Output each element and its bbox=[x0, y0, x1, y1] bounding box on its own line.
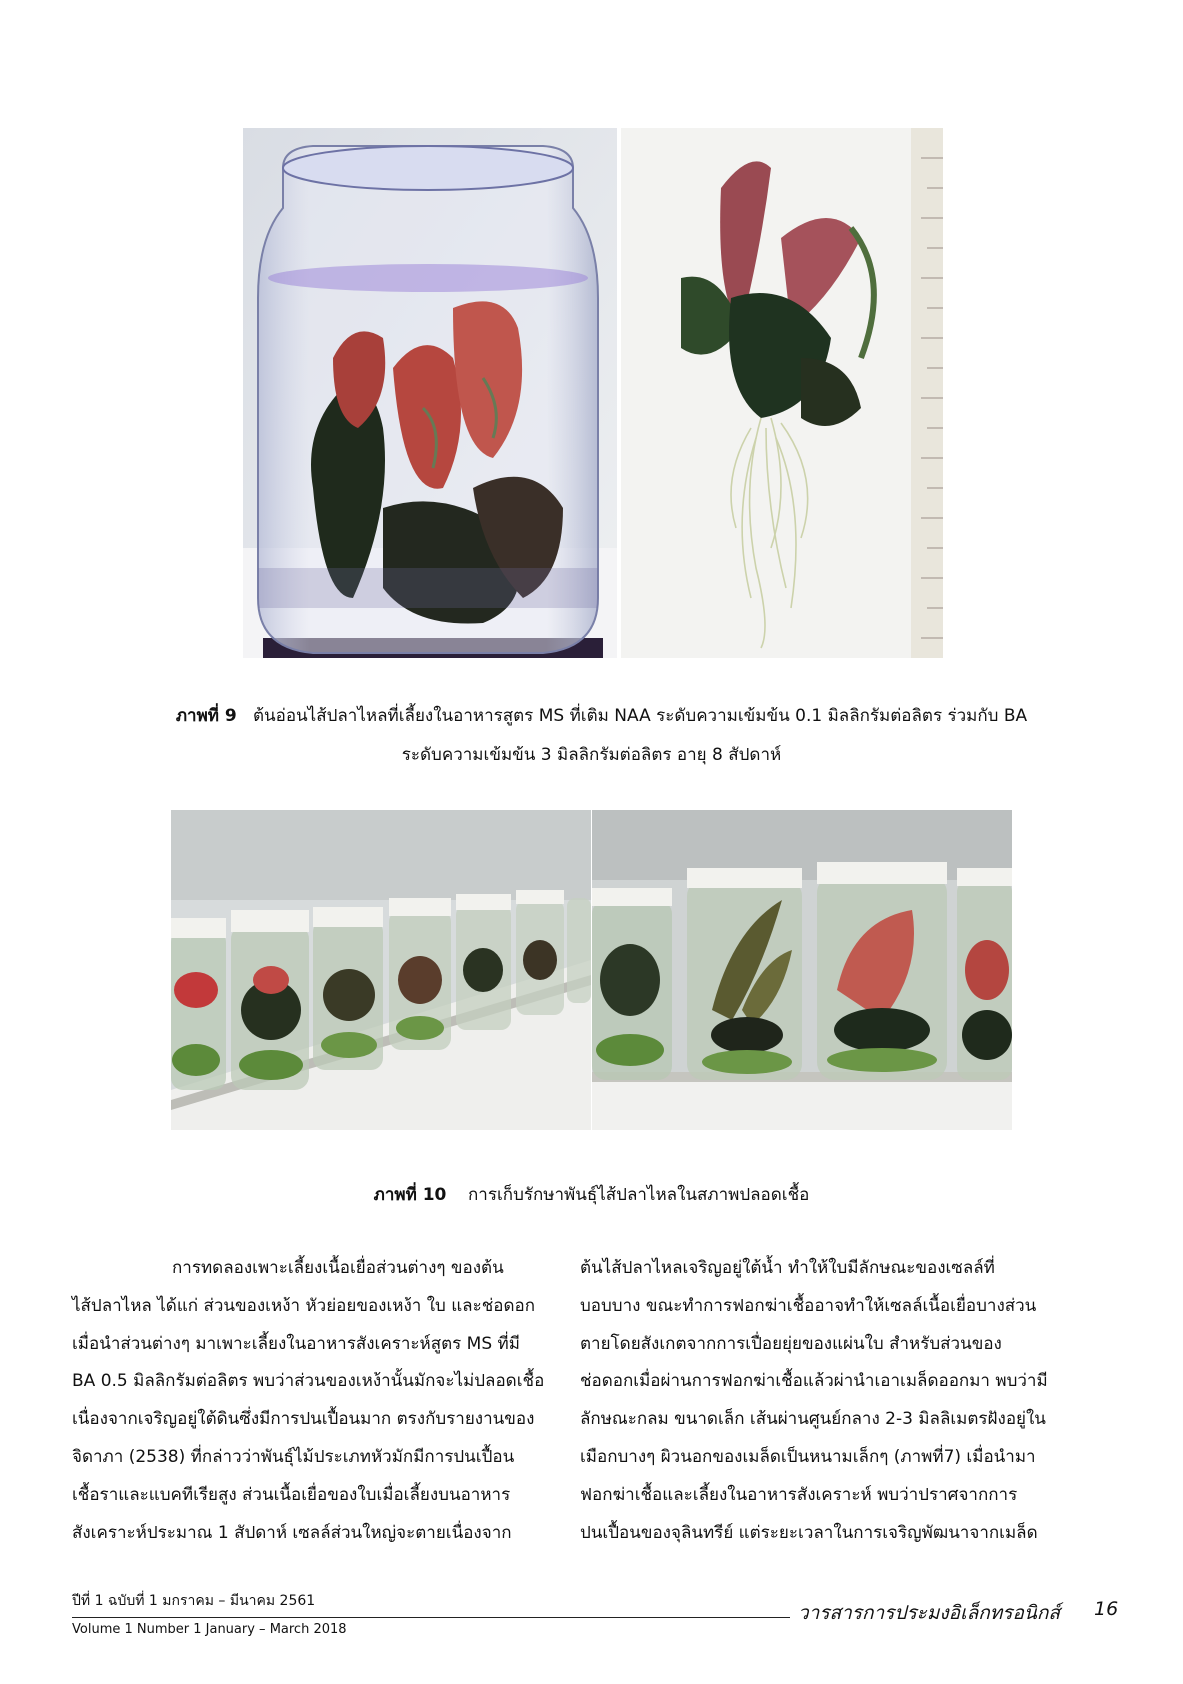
body-column-left bbox=[72, 1250, 545, 1552]
body-left-line: เมื่อนำส่วนต่างๆ มาเพาะเลี้ยงในอาหารสังเคราะห์สูตร MS ที่มี bbox=[72, 1333, 520, 1354]
body-left-line: เชื้อราและแบคทีเรียสูง ส่วนเนื้อเยื่อของใบเมื่อเลี้ยงบนอาหาร bbox=[72, 1484, 511, 1505]
body-column-right bbox=[580, 1250, 1048, 1552]
footer-issue-english: Volume 1 Number 1 January – March 2018 bbox=[72, 1622, 347, 1637]
body-left-line: สังเคราะห์ประมาณ 1 สัปดาห์ เซลล์ส่วนใหญ่จะตายเนื่องจาก bbox=[72, 1522, 512, 1543]
figure9-caption bbox=[0, 697, 1183, 775]
footer-rule bbox=[72, 1617, 790, 1618]
figure9-jar-photo bbox=[243, 128, 617, 658]
body-left-line: การทดลองเพาะเลี้ยงเนื้อเยื่อส่วนต่างๆ ของต้น bbox=[172, 1258, 504, 1278]
body-right-line: ตายโดยสังเกตจากการเปื่อยยุ่ยของแผ่นใบ สำหรับส่วนของ bbox=[580, 1333, 1002, 1354]
body-right-line: ปนเปื้อนของจุลินทรีย์ แต่ระยะเวลาในการเจริญพัฒนาจากเมล็ด bbox=[580, 1522, 1038, 1543]
figure9-caption-text1: ต้นอ่อนไส้ปลาไหลที่เลี้ยงในอาหารสูตร MS ที่เติม NAA ระดับความเข้มข้น 0.1 มิลลิกรัมต่อลิตร ร่วมกับ BA bbox=[252, 706, 1028, 726]
page-number: 16 bbox=[1094, 1598, 1119, 1620]
footer-issue-thai: ปีที่ 1 ฉบับที่ 1 มกราคม – มีนาคม 2561 bbox=[72, 1593, 316, 1609]
body-right-line: เมือกบางๆ ผิวนอกของเมล็ดเป็นหนามเล็กๆ (ภาพที่7) เมื่อนำมา bbox=[580, 1446, 1036, 1467]
figure9-caption-line1 bbox=[0, 697, 1183, 736]
figure9-plantlet-photo bbox=[621, 128, 943, 658]
body-right-line: บอบบาง ขณะทำการฟอกฆ่าเชื้ออาจทำให้เซลล์เนื้อเยื่อบางส่วน bbox=[580, 1295, 1037, 1316]
body-left-line: เนื่องจากเจริญอยู่ใต้ดินซึ่งมีการปนเปื้อนมาก ตรงกับรายงานของ bbox=[72, 1409, 535, 1430]
body-left-line: จิดาภา (2538) ที่กล่าวว่าพันธุ์ไม้ประเภทหัวมักมีการปนเปื้อน bbox=[72, 1446, 515, 1467]
figure10-shelf-left-photo bbox=[171, 810, 591, 1130]
body-right-line: ฟอกฆ่าเชื้อและเลี้ยงในอาหารสังเคราะห์ พบว่าปราศจากการ bbox=[580, 1484, 1018, 1505]
figure10-caption bbox=[0, 1176, 1183, 1215]
figure10-shelf-right-photo bbox=[592, 810, 1012, 1130]
figure10-caption-text: การเก็บรักษาพันธุ์ไส้ปลาไหลในสภาพปลอดเชื้อ bbox=[468, 1185, 810, 1205]
body-right-line: ต้นไส้ปลาไหลเจริญอยู่ใต้น้ำ ทำให้ใบมีลักษณะของเซลล์ที่ bbox=[580, 1258, 995, 1278]
footer-journal-name: วารสารการประมงอิเล็กทรอนิกส์ bbox=[798, 1602, 1060, 1624]
figure9-label: ภาพที่ 9 bbox=[175, 706, 237, 726]
figure9-caption-line2: ระดับความเข้มข้น 3 มิลลิกรัมต่อลิตร อายุ 8 สัปดาห์ bbox=[401, 745, 782, 765]
body-right-line: ช่อดอกเมื่อผ่านการฟอกฆ่าเชื้อแล้วผ่านำเอาเมล็ดออกมา พบว่ามี bbox=[580, 1371, 1048, 1392]
body-left-line: BA 0.5 มิลลิกรัมต่อลิตร พบว่าส่วนของเหง้านั้นมักจะไม่ปลอดเชื้อ bbox=[72, 1371, 545, 1392]
body-right-line: ลักษณะกลม ขนาดเล็ก เส้นผ่านศูนย์กลาง 2-3 มิลลิเมตรฝังอยู่ใน bbox=[580, 1409, 1046, 1430]
body-left-line: ไส้ปลาไหล ได้แก่ ส่วนของเหง้า หัวย่อยของเหง้า ใบ และช่อดอก bbox=[72, 1295, 536, 1316]
figure10-label: ภาพที่ 10 bbox=[373, 1185, 447, 1205]
